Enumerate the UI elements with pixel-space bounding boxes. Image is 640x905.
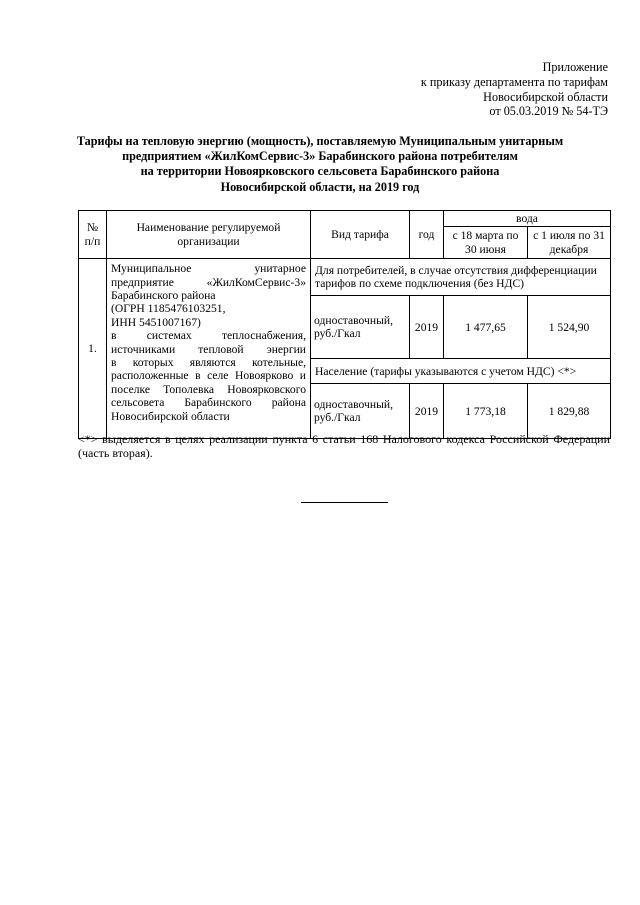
- title-line: предприятием «ЖилКомСервис-3» Барабинского района потребителям: [122, 149, 518, 164]
- header-tariff-type: Вид тарифа: [311, 211, 410, 259]
- document-title: [40, 134, 600, 195]
- appendix-line: к приказу департамента по тарифам: [420, 74, 608, 89]
- org-line: ИНН 5451007167): [111, 315, 201, 329]
- year-cell: 2019: [410, 384, 444, 439]
- title-line: Тарифы на тепловую энергию (мощность), поставляемую Муниципальным унитарным: [76, 134, 564, 148]
- org-line: Новосибирской области: [111, 409, 230, 423]
- table-row: [79, 259, 611, 296]
- header-year: год: [410, 211, 444, 259]
- footnote: <*> выделяется в целях реализации пункта 6 статьи 168 Налогового кодекса Российской Федерации (часть вторая).: [78, 432, 610, 461]
- org-line: поселке Тополевка Новоярковского: [111, 382, 306, 396]
- year-cell: 2019: [410, 296, 444, 359]
- org-line: сельсовета Барабинского района: [111, 396, 306, 410]
- closing-rule: [301, 502, 388, 503]
- row-num: 1.: [79, 259, 107, 439]
- header-period-1: с 18 марта по 30 июня: [444, 227, 528, 259]
- tariff-table: [78, 210, 611, 439]
- org-line: (ОГРН 1185476103251,: [111, 302, 226, 316]
- title-line: Новосибирской области, на 2019 год: [220, 179, 420, 194]
- header-water: вода: [444, 211, 611, 227]
- value-cell: 1 477,65: [444, 296, 528, 359]
- org-line: Муниципальное унитарное: [111, 262, 306, 276]
- appendix-line: от 05.03.2019 № 54-ТЭ: [489, 104, 608, 119]
- row-org: [107, 259, 311, 439]
- org-line: в которых являются котельные,: [111, 356, 306, 370]
- org-line: в системах теплоснабжения,: [111, 329, 306, 343]
- org-line: Барабинского района: [111, 289, 216, 303]
- appendix-line: Приложение: [542, 60, 608, 74]
- appendix-line: Новосибирской области: [483, 89, 608, 104]
- header-org: Наименование регулируемой организации: [107, 211, 311, 259]
- table-header-row: [79, 211, 611, 227]
- title-line: на территории Новоярковского сельсовета Барабинского района: [140, 164, 500, 179]
- value-cell: 1 524,90: [528, 296, 611, 359]
- appendix-reference: [421, 60, 608, 119]
- value-cell: 1 829,88: [528, 384, 611, 439]
- tariff-type-cell: одноставочный, руб./Гкал: [311, 384, 410, 439]
- tariff-type-cell: одноставочный, руб./Гкал: [311, 296, 410, 359]
- section-population: Население (тарифы указываются с учетом НДС) <*>: [311, 359, 611, 384]
- org-line: источниками тепловой энергии: [111, 342, 306, 356]
- section-consumers: Для потребителей, в случае отсутствия дифференциации тарифов по схеме подключения (без НДС): [311, 259, 611, 296]
- org-line: предприятие «ЖилКомСервис-3»: [111, 275, 306, 289]
- header-period-2: с 1 июля по 31 декабря: [528, 227, 611, 259]
- value-cell: 1 773,18: [444, 384, 528, 439]
- org-line: расположенные в селе Новоярково и: [111, 369, 306, 383]
- header-num: № п/п: [79, 211, 107, 259]
